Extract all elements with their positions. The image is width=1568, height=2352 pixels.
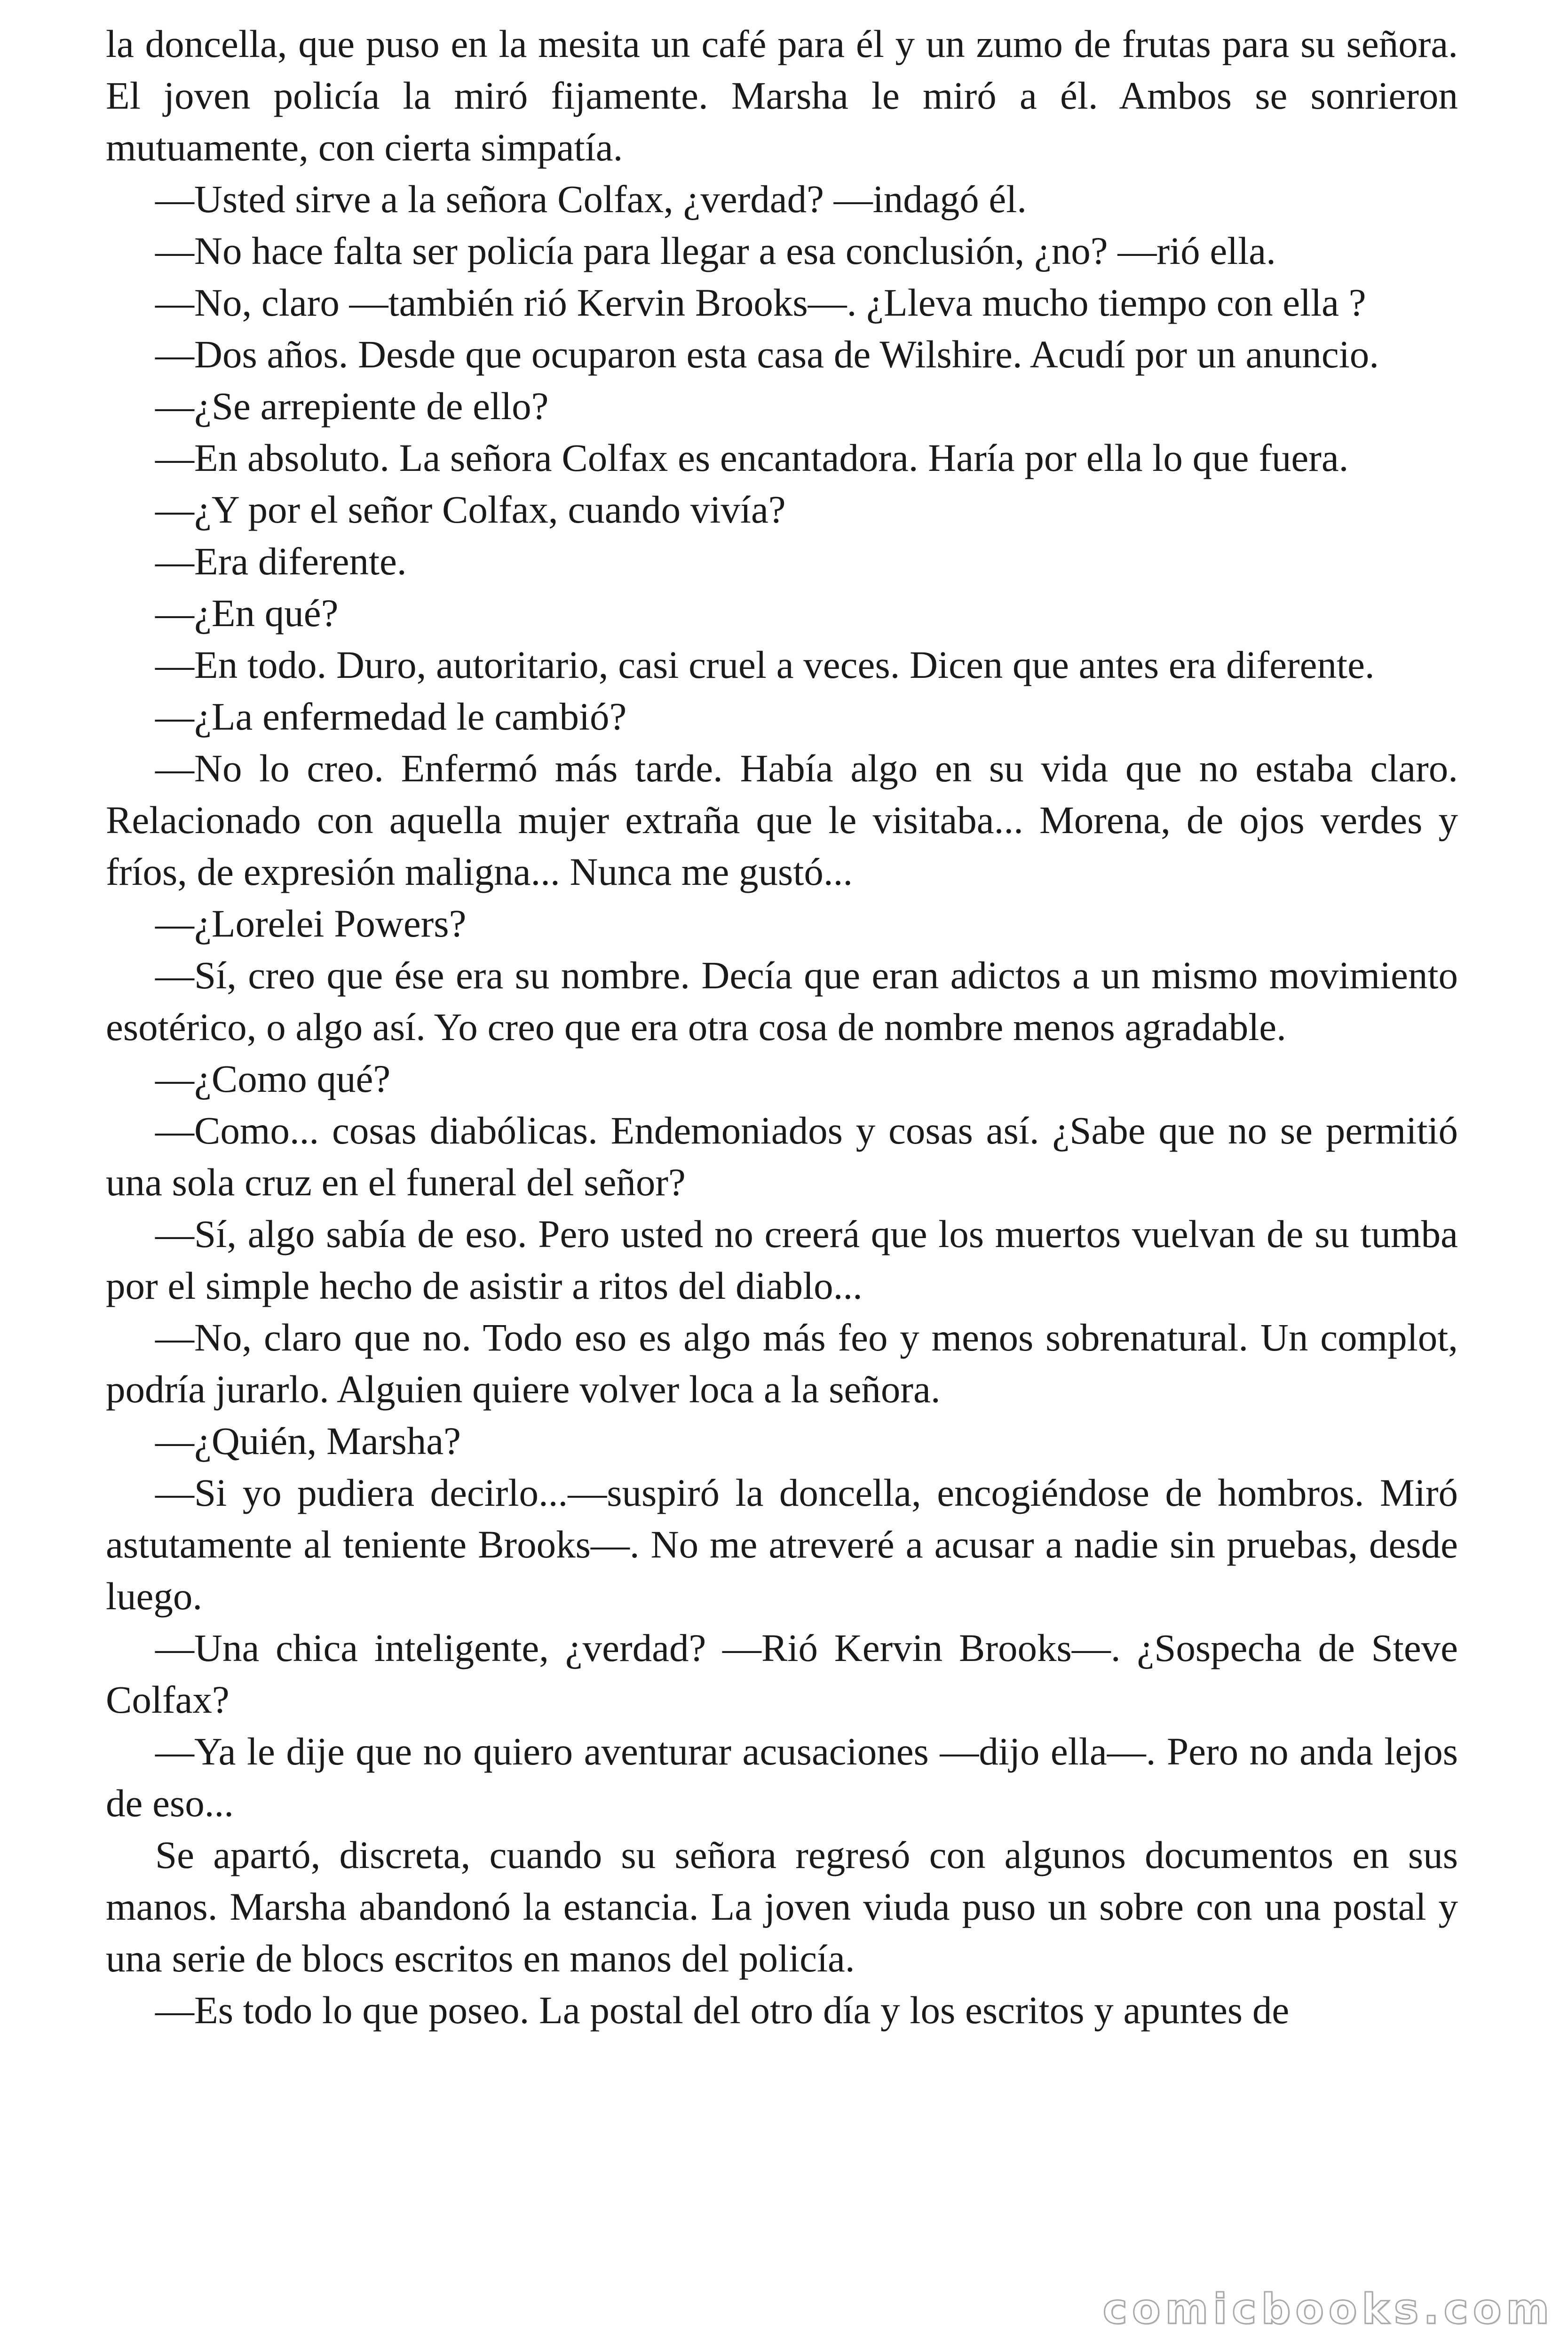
- paragraph: —¿Lorelei Powers?: [155, 902, 467, 945]
- paragraph: —Sí, creo que ése era su nombre. Decía que eran adictos a un mismo movimiento esotérico, o algo así. Yo creo que era otra cosa de nombre menos agradable.: [106, 954, 1458, 1049]
- paragraph: —¿La enfermedad le cambió?: [155, 695, 627, 738]
- paragraph: —No lo creo. Enfermó más tarde. Había algo en su vida que no estaba claro. Relacionado con aquella mujer extraña que le visitaba... Morena, de ojos verdes y fríos, de expresión maligna... Nunca me gustó...: [106, 747, 1458, 893]
- paragraph: —No hace falta ser policía para llegar a esa conclusión, ¿no? —rió ella.: [155, 229, 1276, 272]
- page-text: [106, 18, 1458, 2036]
- paragraph: —¿En qué?: [155, 591, 339, 635]
- paragraph: —¿Quién, Marsha?: [155, 1419, 461, 1462]
- paragraph: —Si yo pudiera decirlo...—suspiró la doncella, encogiéndose de hombros. Miró astutamente al teniente Brooks—. No me atreveré a acusar a nadie sin pruebas, desde luego.: [106, 1471, 1458, 1618]
- paragraph: —¿Y por el señor Colfax, cuando vivía?: [155, 488, 786, 531]
- paragraph: —En todo. Duro, autoritario, casi cruel a veces. Dicen que antes era diferente.: [155, 643, 1375, 686]
- paragraph: —Ya le dije que no quiero aventurar acusaciones —dijo ella—. Pero no anda lejos de eso...: [106, 1730, 1458, 1825]
- paragraph: —Como... cosas diabólicas. Endemoniados y cosas así. ¿Sabe que no se permitió una sola cruz en el funeral del señor?: [106, 1109, 1458, 1204]
- paragraph: —Una chica inteligente, ¿verdad? —Rió Kervin Brooks—. ¿Sospecha de Steve Colfax?: [106, 1626, 1458, 1721]
- paragraph: —Dos años. Desde que ocuparon esta casa de Wilshire. Acudí por un anuncio.: [155, 333, 1379, 376]
- paragraph: —Era diferente.: [155, 540, 407, 583]
- paragraph: —No, claro que no. Todo eso es algo más feo y menos sobrenatural. Un complot, podría jurarlo. Alguien quiere volver loca a la señora.: [106, 1316, 1458, 1411]
- paragraph: Se apartó, discreta, cuando su señora regresó con algunos documentos en sus manos. Marsha abandonó la estancia. La joven viuda puso un sobre con una postal y una serie de blocs escritos en manos del policía.: [106, 1833, 1458, 1980]
- watermark: comicbooks.com: [1102, 2285, 1554, 2333]
- paragraph: —Es todo lo que poseo. La postal del otro día y los escritos y apuntes de: [155, 1988, 1290, 2032]
- paragraph: —Usted sirve a la señora Colfax, ¿verdad? —indagó él.: [155, 177, 1027, 221]
- paragraph: la doncella, que puso en la mesita un café para él y un zumo de frutas para su señora. El joven policía la miró fijamente. Marsha le miró a él. Ambos se sonrieron mutuamente, con cierta simpatía.: [106, 22, 1458, 169]
- paragraph: —¿Como qué?: [155, 1057, 391, 1100]
- paragraph: —No, claro —también rió Kervin Brooks—. ¿Lleva mucho tiempo con ella ?: [155, 281, 1366, 324]
- paragraph: —¿Se arrepiente de ello?: [155, 384, 549, 428]
- paragraph: —Sí, algo sabía de eso. Pero usted no creerá que los muertos vuelvan de su tumba por el simple hecho de asistir a ritos del diablo...: [106, 1212, 1458, 1307]
- paragraph: —En absoluto. La señora Colfax es encantadora. Haría por ella lo que fuera.: [155, 436, 1349, 479]
